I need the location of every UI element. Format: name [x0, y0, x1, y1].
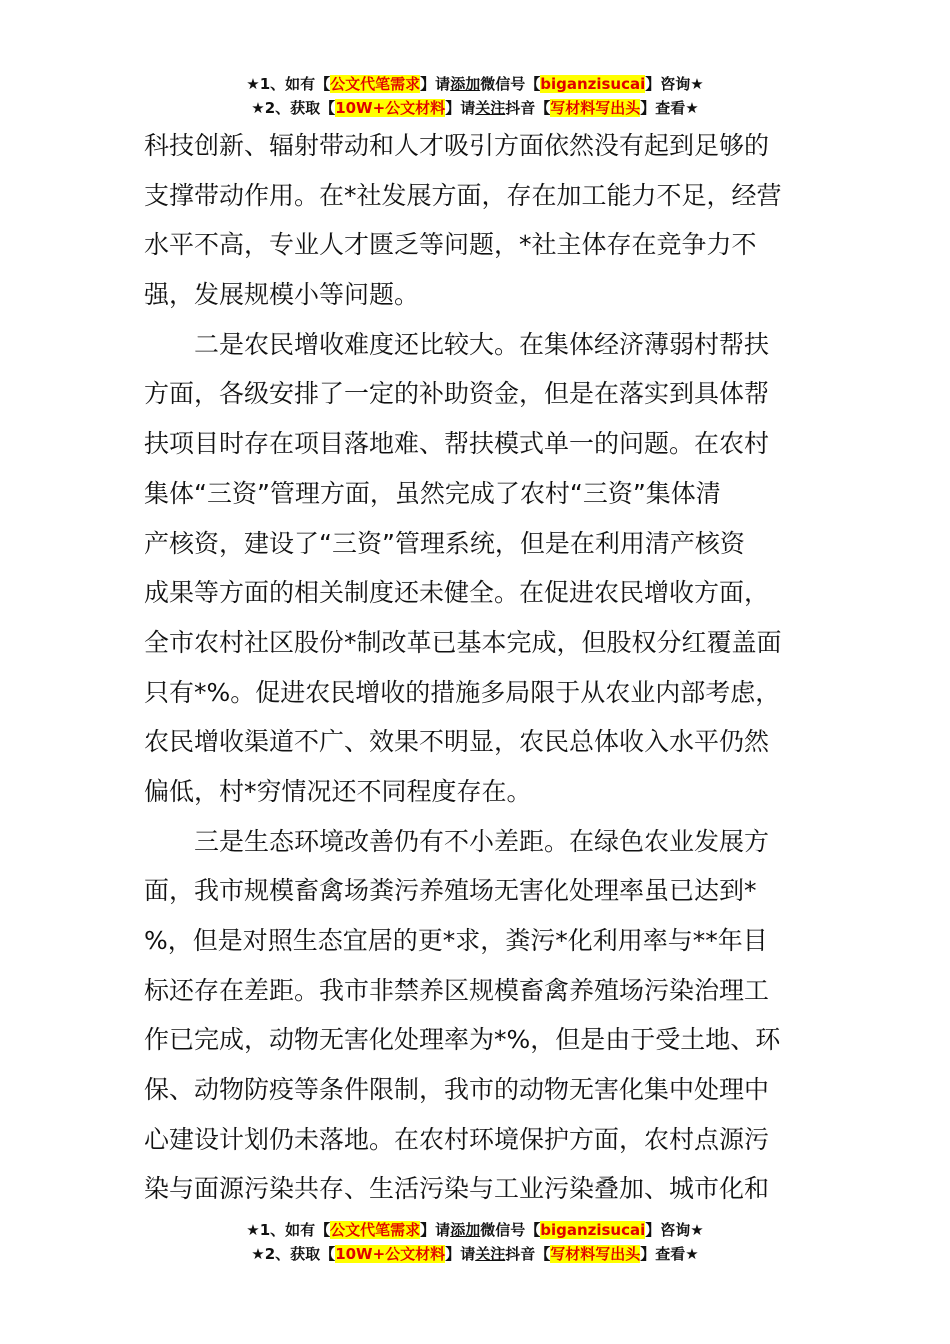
banner-text: 】请 — [445, 1245, 476, 1263]
banner-text: 微信号【 — [480, 75, 541, 93]
document-body — [144, 121, 806, 1214]
header-banner — [0, 72, 950, 120]
banner-text: ★1、如有【 — [246, 1221, 331, 1239]
banner-line-2 — [0, 1242, 950, 1266]
banner-text: 】查看★ — [640, 99, 699, 117]
body-line: 作已完成，动物无害化处理率为*%，但是由于受土地、环 — [144, 1025, 781, 1055]
banner-text: 】请 — [445, 99, 476, 117]
banner-text: 抖音【 — [505, 1245, 551, 1263]
banner-text: 微信号【 — [480, 1221, 541, 1239]
body-line: 全市农村社区股份*制改革已基本完成，但股权分红覆盖面 — [144, 627, 782, 657]
body-line: 水平不高，专业人才匮乏等问题，*社主体存在竞争力不 — [144, 230, 757, 260]
banner-line-2 — [0, 96, 950, 120]
body-line: %，但是对照生态宜居的更*求，粪污*化利用率与**年目 — [144, 926, 768, 955]
banner-text: 】咨询★ — [645, 1221, 704, 1239]
body-line: 染与面源污染共存、生活污染与工业污染叠加、城市化和 — [144, 1174, 770, 1204]
underlined-text: 添加 — [450, 1221, 481, 1239]
highlight-text: 10W+公文材料 — [335, 1245, 446, 1263]
paragraph-heading-line: 三是生态环境改善仍有不小差距。在绿色农业发展方 — [194, 826, 770, 856]
underlined-text: 关注 — [475, 1245, 506, 1263]
body-line: 只有*%。促进农民增收的措施多局限于从农业内部考虑， — [144, 677, 781, 707]
banner-line-1 — [0, 72, 950, 96]
body-line: 偏低，村*穷情况还不同程度存在。 — [144, 776, 532, 806]
highlight-text: 写材料写出头 — [550, 99, 641, 117]
body-line: 保、动物防疫等条件限制，我市的动物无害化集中处理中 — [144, 1075, 770, 1105]
banner-text: ★2、获取【 — [251, 1245, 336, 1263]
highlight-text: 10W+公文材料 — [335, 99, 446, 117]
body-line: 强，发展规模小等问题。 — [144, 280, 420, 310]
banner-text: 】咨询★ — [645, 75, 704, 93]
highlight-text: biganzisucai — [540, 1221, 646, 1239]
body-line: 扶项目时存在项目落地难、帮扶模式单一的问题。在农村 — [144, 429, 770, 459]
highlight-text: 公文代笔需求 — [330, 75, 421, 93]
highlight-text: 公文代笔需求 — [330, 1221, 421, 1239]
underlined-text: 添加 — [450, 75, 481, 93]
body-line: 面，我市规模畜禽场粪污养殖场无害化处理率虽已达到* — [144, 876, 757, 906]
body-line: 方面，各级安排了一定的补助资金，但是在落实到具体帮 — [144, 379, 770, 409]
banner-line-1 — [0, 1218, 950, 1242]
body-line: 产核资，建设了“三资”管理系统，但是在利用清产核资 — [144, 528, 745, 558]
body-line: 农民增收渠道不广、效果不明显，农民总体收入水平仍然 — [144, 727, 770, 757]
body-line: 支撑带动作用。在*社发展方面，存在加工能力不足，经营 — [144, 180, 782, 210]
body-line: 集体“三资”管理方面，虽然完成了农村“三资”集体清 — [144, 478, 721, 508]
banner-text: ★2、获取【 — [251, 99, 336, 117]
body-line: 心建设计划仍未落地。在农村环境保护方面，农村点源污 — [144, 1124, 770, 1154]
body-line: 标还存在差距。我市非禁养区规模畜禽养殖场污染治理工 — [144, 975, 770, 1005]
footer-banner — [0, 1218, 950, 1266]
banner-text: 】请 — [420, 1221, 451, 1239]
underlined-text: 关注 — [475, 99, 506, 117]
banner-text: 抖音【 — [505, 99, 551, 117]
paragraph-heading-line: 二是农民增收难度还比较大。在集体经济薄弱村帮扶 — [194, 329, 770, 359]
highlight-text: biganzisucai — [540, 75, 646, 93]
banner-text: ★1、如有【 — [246, 75, 331, 93]
body-line: 成果等方面的相关制度还未健全。在促进农民增收方面， — [144, 578, 770, 608]
body-line: 科技创新、辐射带动和人才吸引方面依然没有起到足够的 — [144, 131, 770, 160]
highlight-text: 写材料写出头 — [550, 1245, 641, 1263]
banner-text: 】查看★ — [640, 1245, 699, 1263]
banner-text: 】请 — [420, 75, 451, 93]
